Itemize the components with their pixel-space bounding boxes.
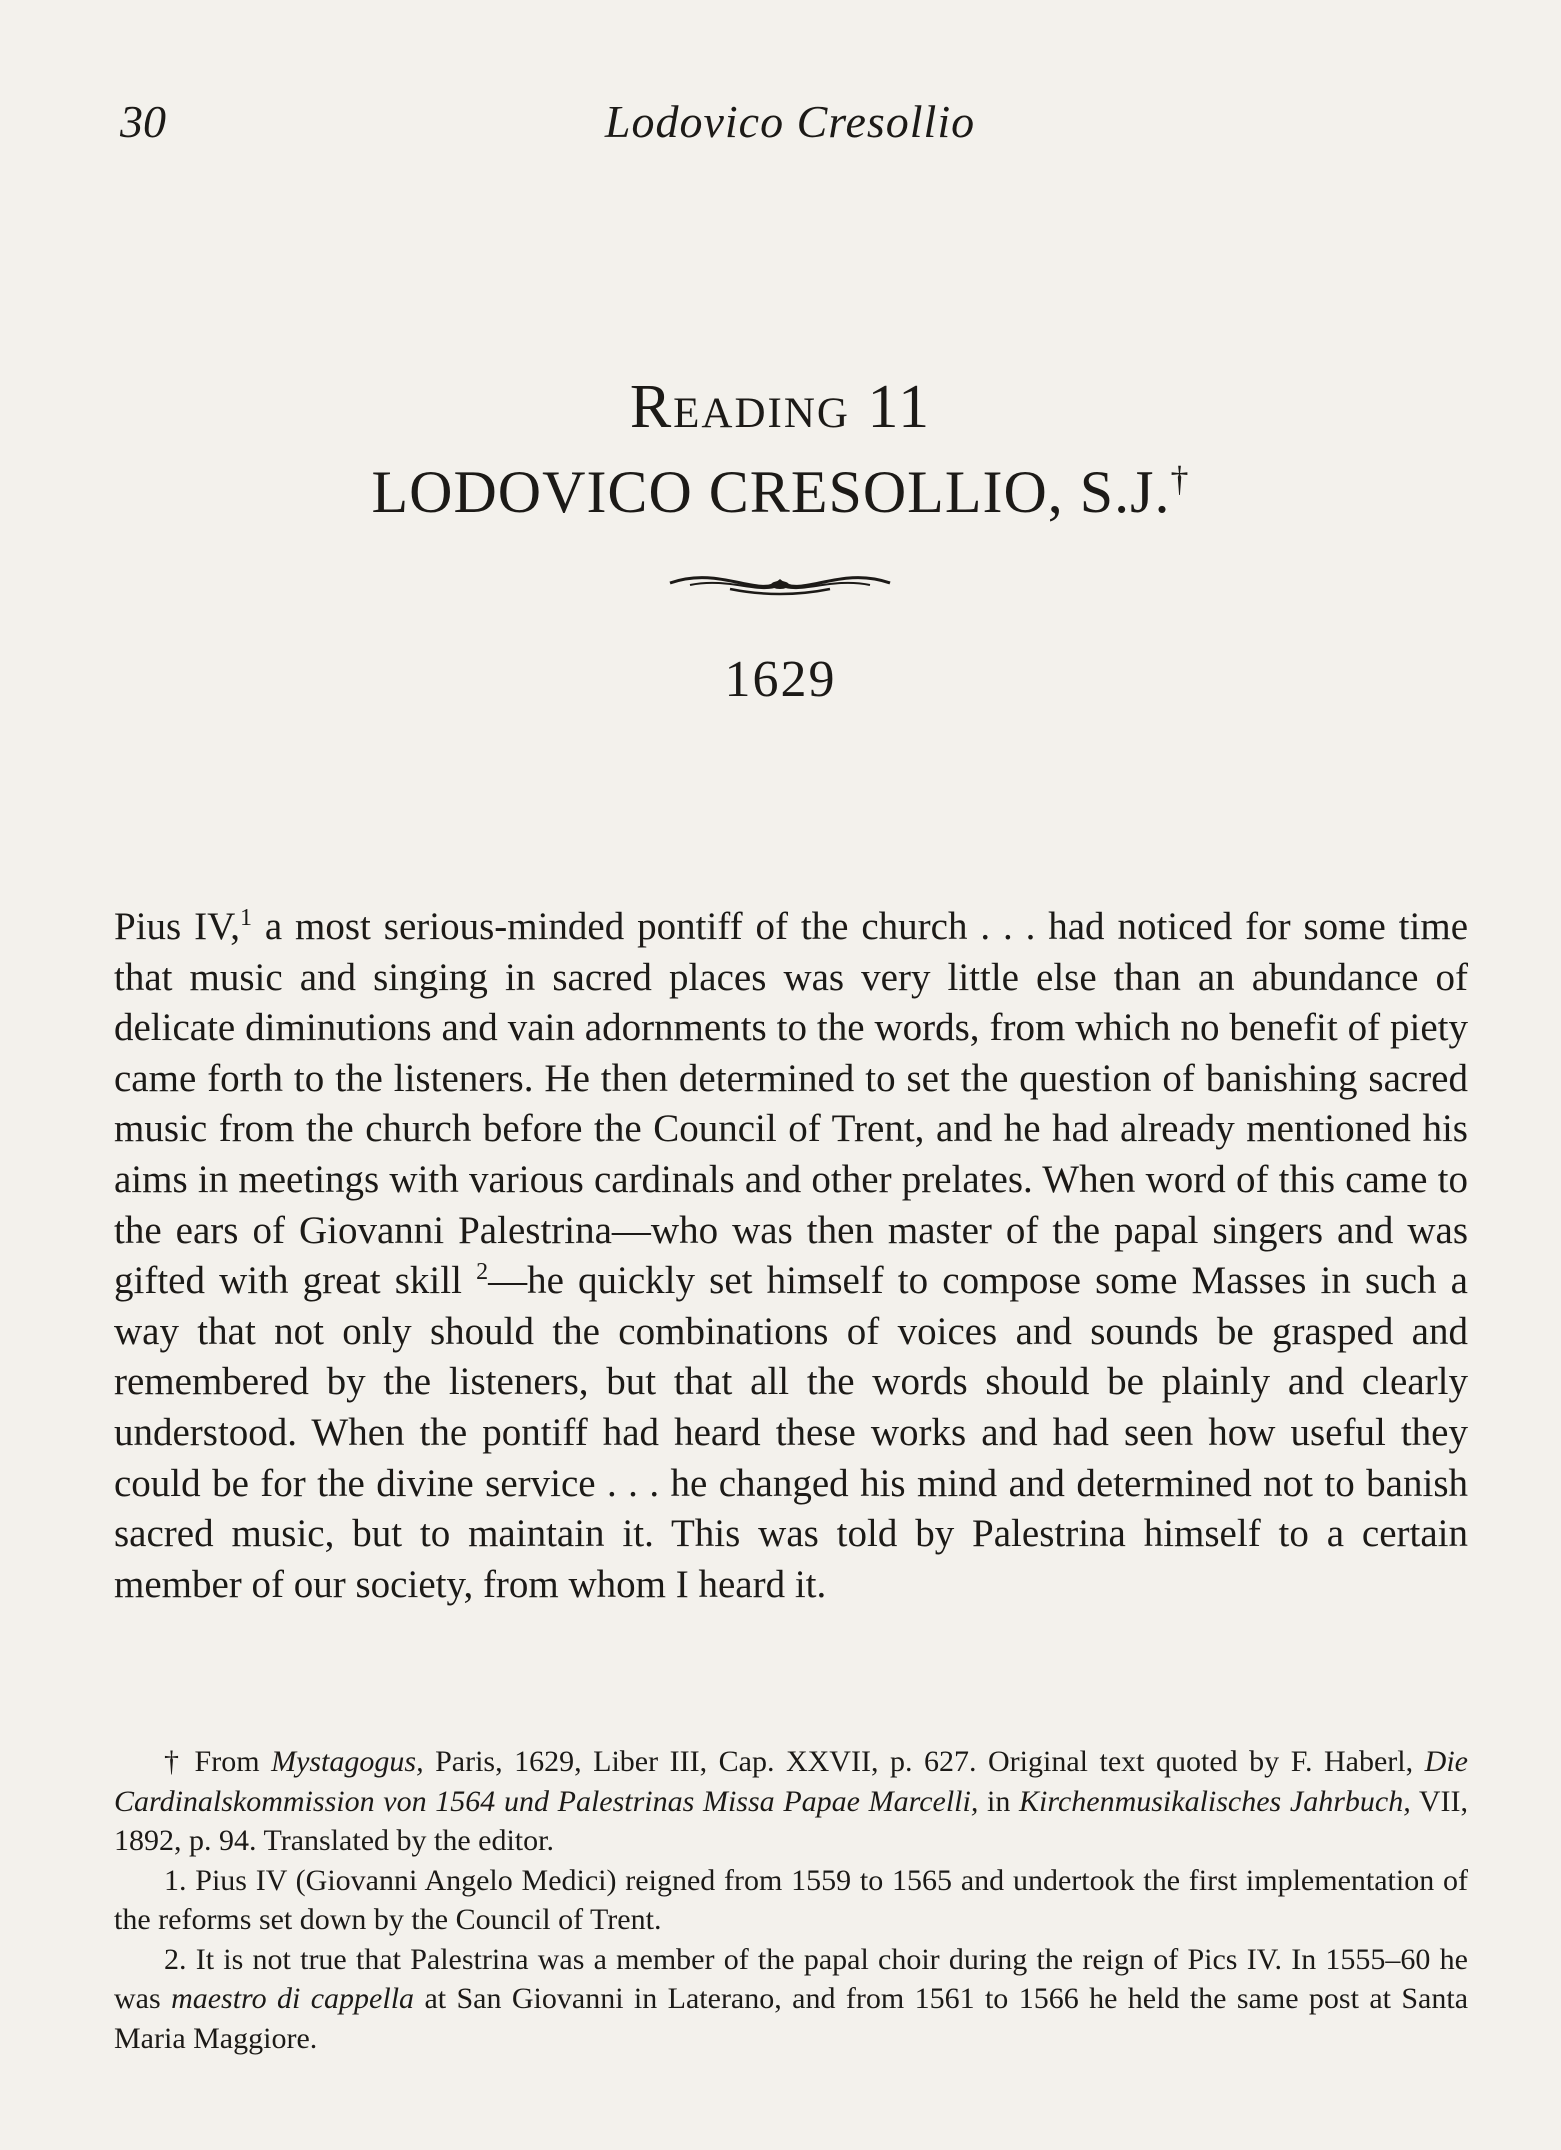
- ornament-flourish-icon: [660, 555, 900, 605]
- page-number: 30: [120, 96, 166, 147]
- year: 1629: [724, 651, 837, 708]
- footnote-ref: 1: [239, 905, 252, 931]
- author-name: LODOVICO CRESOLLIO, S.J.: [371, 459, 1171, 525]
- footnote-source: † From Mystagogus, Paris, 1629, Liber III, Cap. XXVII, p. 627. Original text quoted by F. Haberl, Die Cardinalskommission von 1564 und Palestrinas Missa Papae Marcelli, in Kirchenmusikalisches Jahrbuch, VII, 1892, p. 94. Translated by the editor.: [114, 1745, 1469, 1857]
- body-paragraph: Pius IV,$^1$ a most serious-minded pontiff of the church . . . had noticed for some time that music and singing in sacred places was very little else than an abundance of delicate diminutions and vain adornments to the words, from which no benefit of piety came forth to the listeners. He then determined to set the question of banishing sacred music from the church before the Council of Trent, and he had already mentioned his aims in meetings with various cardinals and other prelates. When word of this came to the ears of Giovanni Palestrina—who was then master of the papal singers and was gifted with great skill $^2$—he quickly set himself to compose some Masses in such a way that not only should the combinations of voices and sounds be grasped and remembered by the listeners, but that all the words should be plainly and clearly understood. When the pontiff had heard these works and had seen how useful they could be for the divine service . . . he changed his mind and determined not to banish sacred music, but to maintain it. This was told by Palestrina himself to a certain member of our society, from whom I heard it.: [114, 905, 1468, 1606]
- footnote-1: 1. Pius IV (Giovanni Angelo Medici) reigned from 1559 to 1565 and undertook the first implementation of the reforms set down by the Council of Trent.: [114, 1863, 1468, 1936]
- body-text: [114, 902, 1468, 1610]
- footnotes: [114, 1742, 1468, 2058]
- reading-label: Reading 11: [629, 373, 932, 441]
- author-heading: [0, 458, 1561, 527]
- running-head: Lodovico Cresollio: [604, 96, 976, 147]
- footnote-2: 2. It is not true that Palestrina was a member of the papal choir during the reign of Pics IV. In 1555–60 he was maestro di cappella at San Giovanni in Laterano, and from 1561 to 1566 he held the same post at Santa Maria Maggiore.: [114, 1942, 1469, 2055]
- footnote-ref: 2: [476, 1259, 489, 1286]
- page-header: [120, 95, 1460, 155]
- dagger-mark: †: [1170, 459, 1190, 499]
